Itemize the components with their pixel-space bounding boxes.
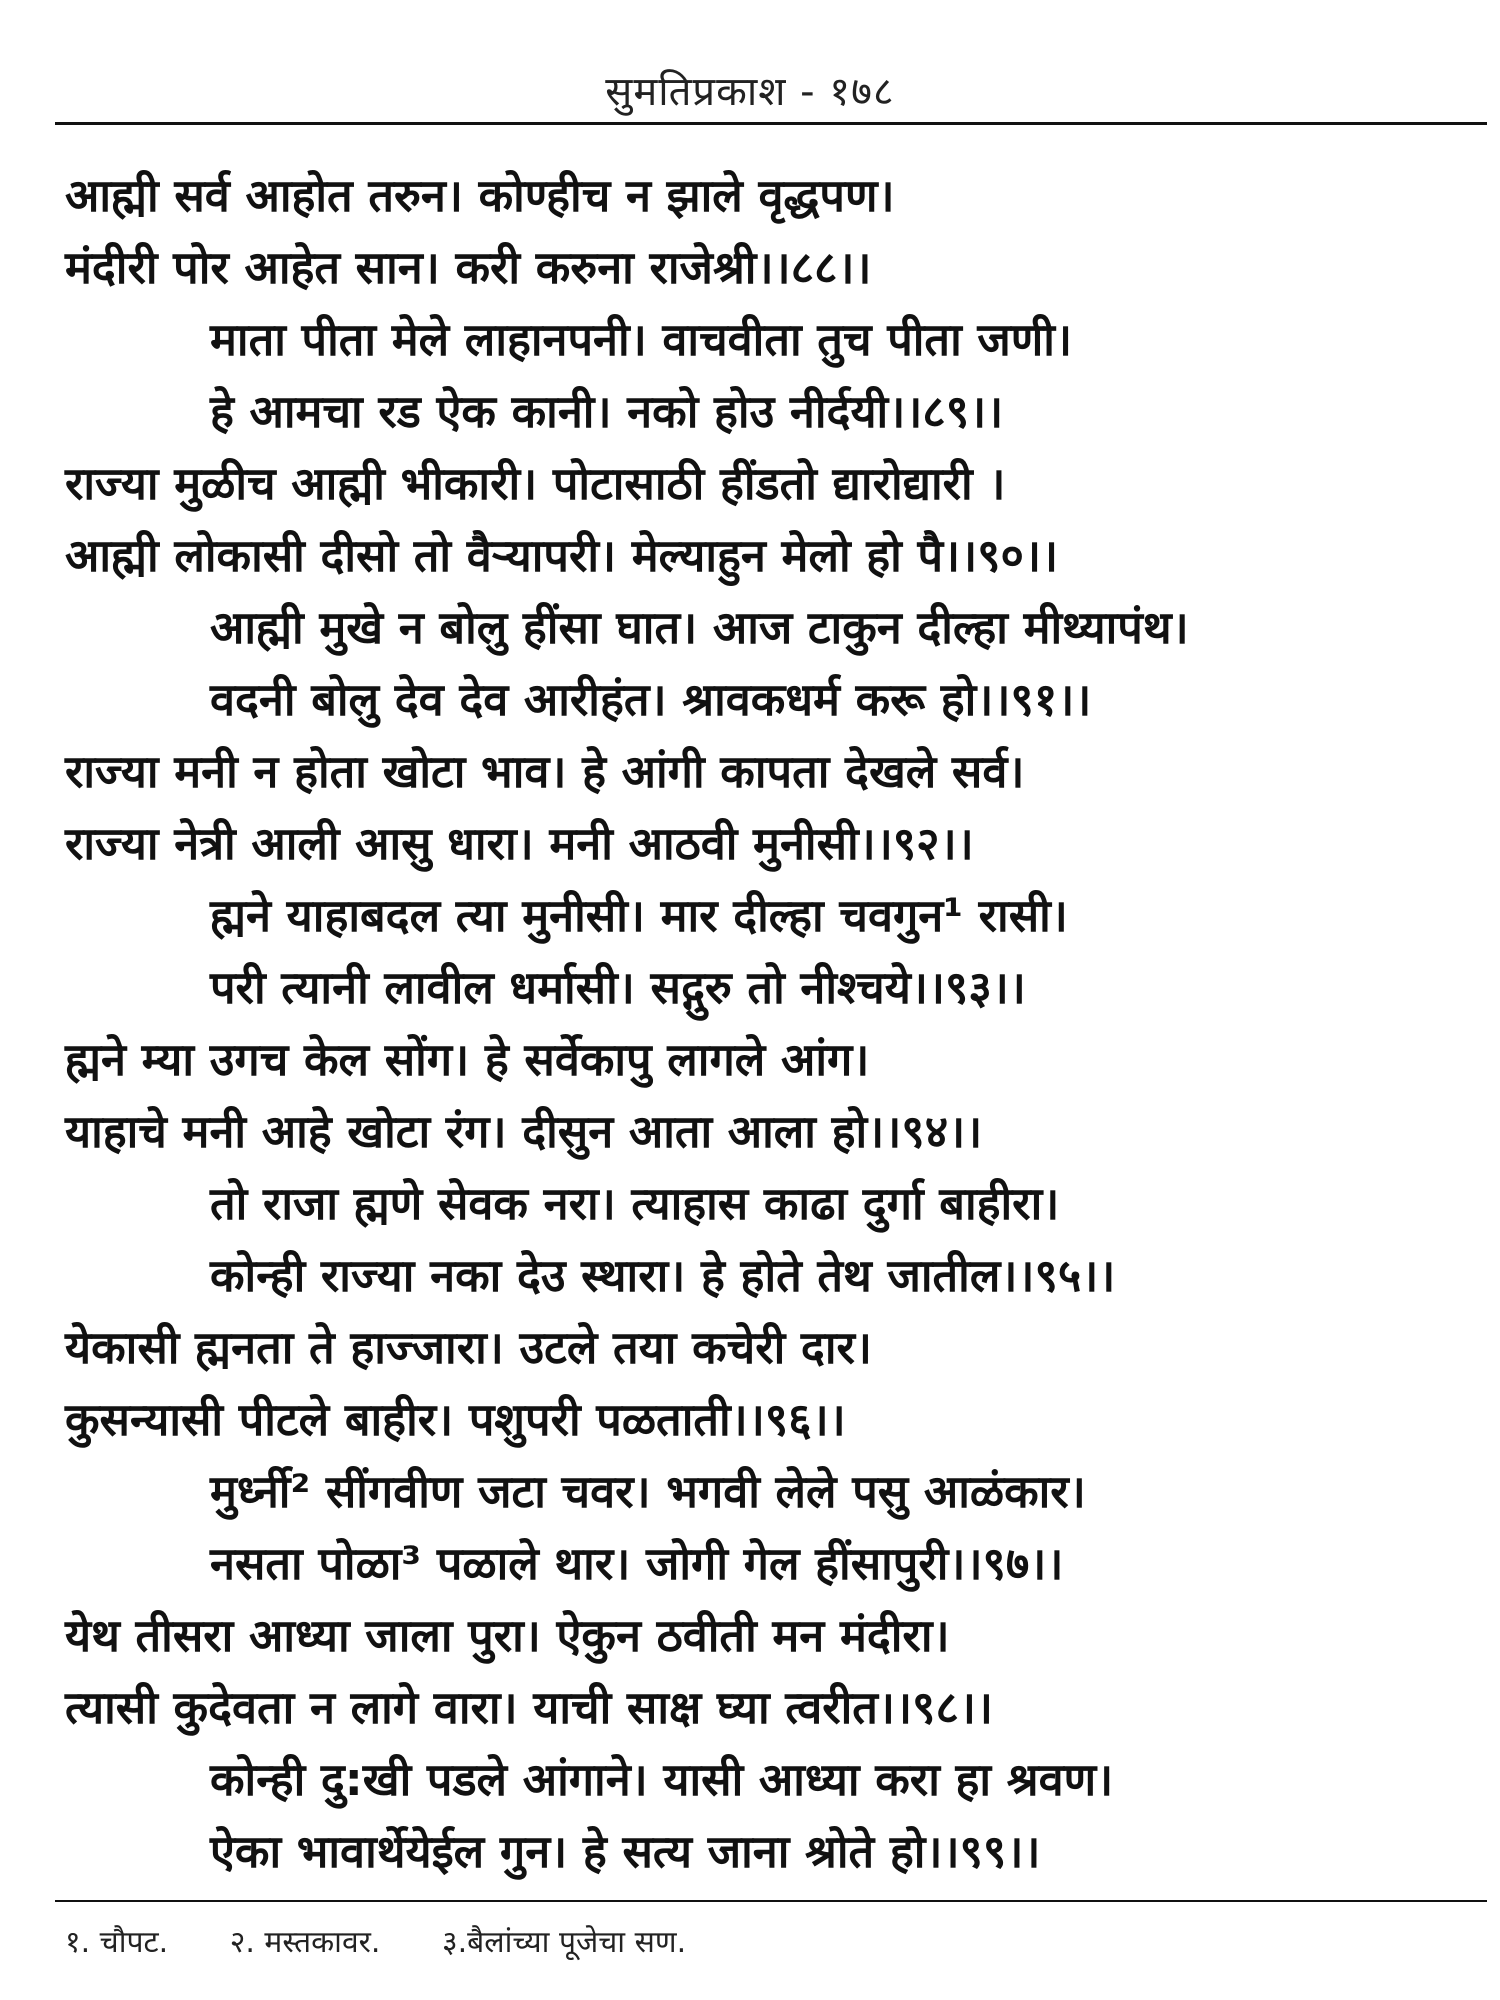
verse-line: याहाचे मनी आहे खोटा रंग। दीसुन आता आला हो।।९४।। (65, 1105, 983, 1158)
footnote-2: २. मस्तकावर. (229, 1925, 381, 1960)
verse-line: राज्या मनी न होता खोटा भाव। हे आंगी कापता देखले सर्व। (65, 745, 1025, 798)
header-divider (55, 122, 1487, 125)
verse-line: राज्या नेत्री आली आसु धारा। मनी आठवी मुनीसी।।९२।। (65, 817, 974, 870)
footnote-divider (55, 1900, 1487, 1902)
verse-line: कोन्ही राज्या नका देउ स्थारा। हे होते तेथ जातील।।९५।। (210, 1249, 1116, 1302)
verse-line: ह्मने याहाबदल त्या मुनीसी। मार दील्हा चवगुन¹ रासी। (210, 889, 1068, 942)
verse-line: तो राजा ह्मणे सेवक नरा। त्याहास काढा दुर्गा बाहीरा। (210, 1177, 1060, 1230)
verse-line: मंदीरी पोर आहेत सान। करी करुना राजेश्री।।८८।। (65, 241, 872, 294)
verse-line: राज्या मुळीच आह्मी भीकारी। पोटासाठी हींडतो द्यारोद्यारी । (65, 457, 1006, 510)
footnote-1: १. चौपट. (65, 1925, 169, 1960)
verse-line: ऐका भावार्थेयेईल गुन। हे सत्य जाना श्रोते हो।।९९।। (210, 1825, 1041, 1878)
footnote-3: ३.बैलांच्या पूजेचा सण. (441, 1925, 687, 1960)
verse-line: माता पीता मेले लाहानपनी। वाचवीता तुच पीता जणी। (210, 313, 1073, 366)
verse-line: आह्मी लोकासी दीसो तो वैऱ्यापरी। मेल्याहुन मेलो हो पै।।९०।। (65, 529, 1059, 582)
verse-line: वदनी बोलु देव देव आरीहंत। श्रावकधर्म करू हो।।९१।। (210, 673, 1092, 726)
verse-line: येथ तीसरा आध्या जाला पुरा। ऐकुन ठवीती मन मंदीरा। (65, 1609, 950, 1662)
footnotes (65, 1920, 738, 1961)
verse-line: मुर्ध्नी² सींगवीण जटा चवर। भगवी लेले पसु आळंकार। (210, 1465, 1086, 1518)
verse-line: हे आमचा रड ऐक कानी। नको होउ नीर्दयी।।८९।। (210, 385, 1004, 438)
verse-line: आह्मी मुखे न बोलु हींसा घात। आज टाकुन दील्हा मीथ्यापंथ। (210, 601, 1189, 654)
verse-line: ह्मने म्या उगच केल सोंग। हे सर्वेकापु लागले आंग। (65, 1033, 870, 1086)
verse-line: आह्मी सर्व आहोत तरुन। कोण्हीच न झाले वृद्धपण। (65, 169, 895, 222)
verse-line: येकासी ह्मनता ते हाज्जारा। उटले तया कचेरी दार। (65, 1321, 872, 1374)
verse-line: त्यासी कुदेवता न लागे वारा। याची साक्ष घ्या त्वरीत।।९८।। (65, 1681, 993, 1734)
page-header: सुमतिप्रकाश - १७८ (605, 69, 895, 115)
verse-line: कुसन्यासी पीटले बाहीर। पशुपरी पळताती।।९६।। (65, 1393, 846, 1446)
verse-line: नसता पोळा³ पळाले थार। जोगी गेल हींसापुरी।।९७।। (210, 1537, 1064, 1590)
verse-line: कोन्ही दु:खी पडले आंगाने। यासी आध्या करा हा श्रवण। (210, 1753, 1114, 1806)
verse-line: परी त्यानी लावील धर्मासी। सद्गुरु तो नीश्चये।।९३।। (210, 961, 1026, 1014)
